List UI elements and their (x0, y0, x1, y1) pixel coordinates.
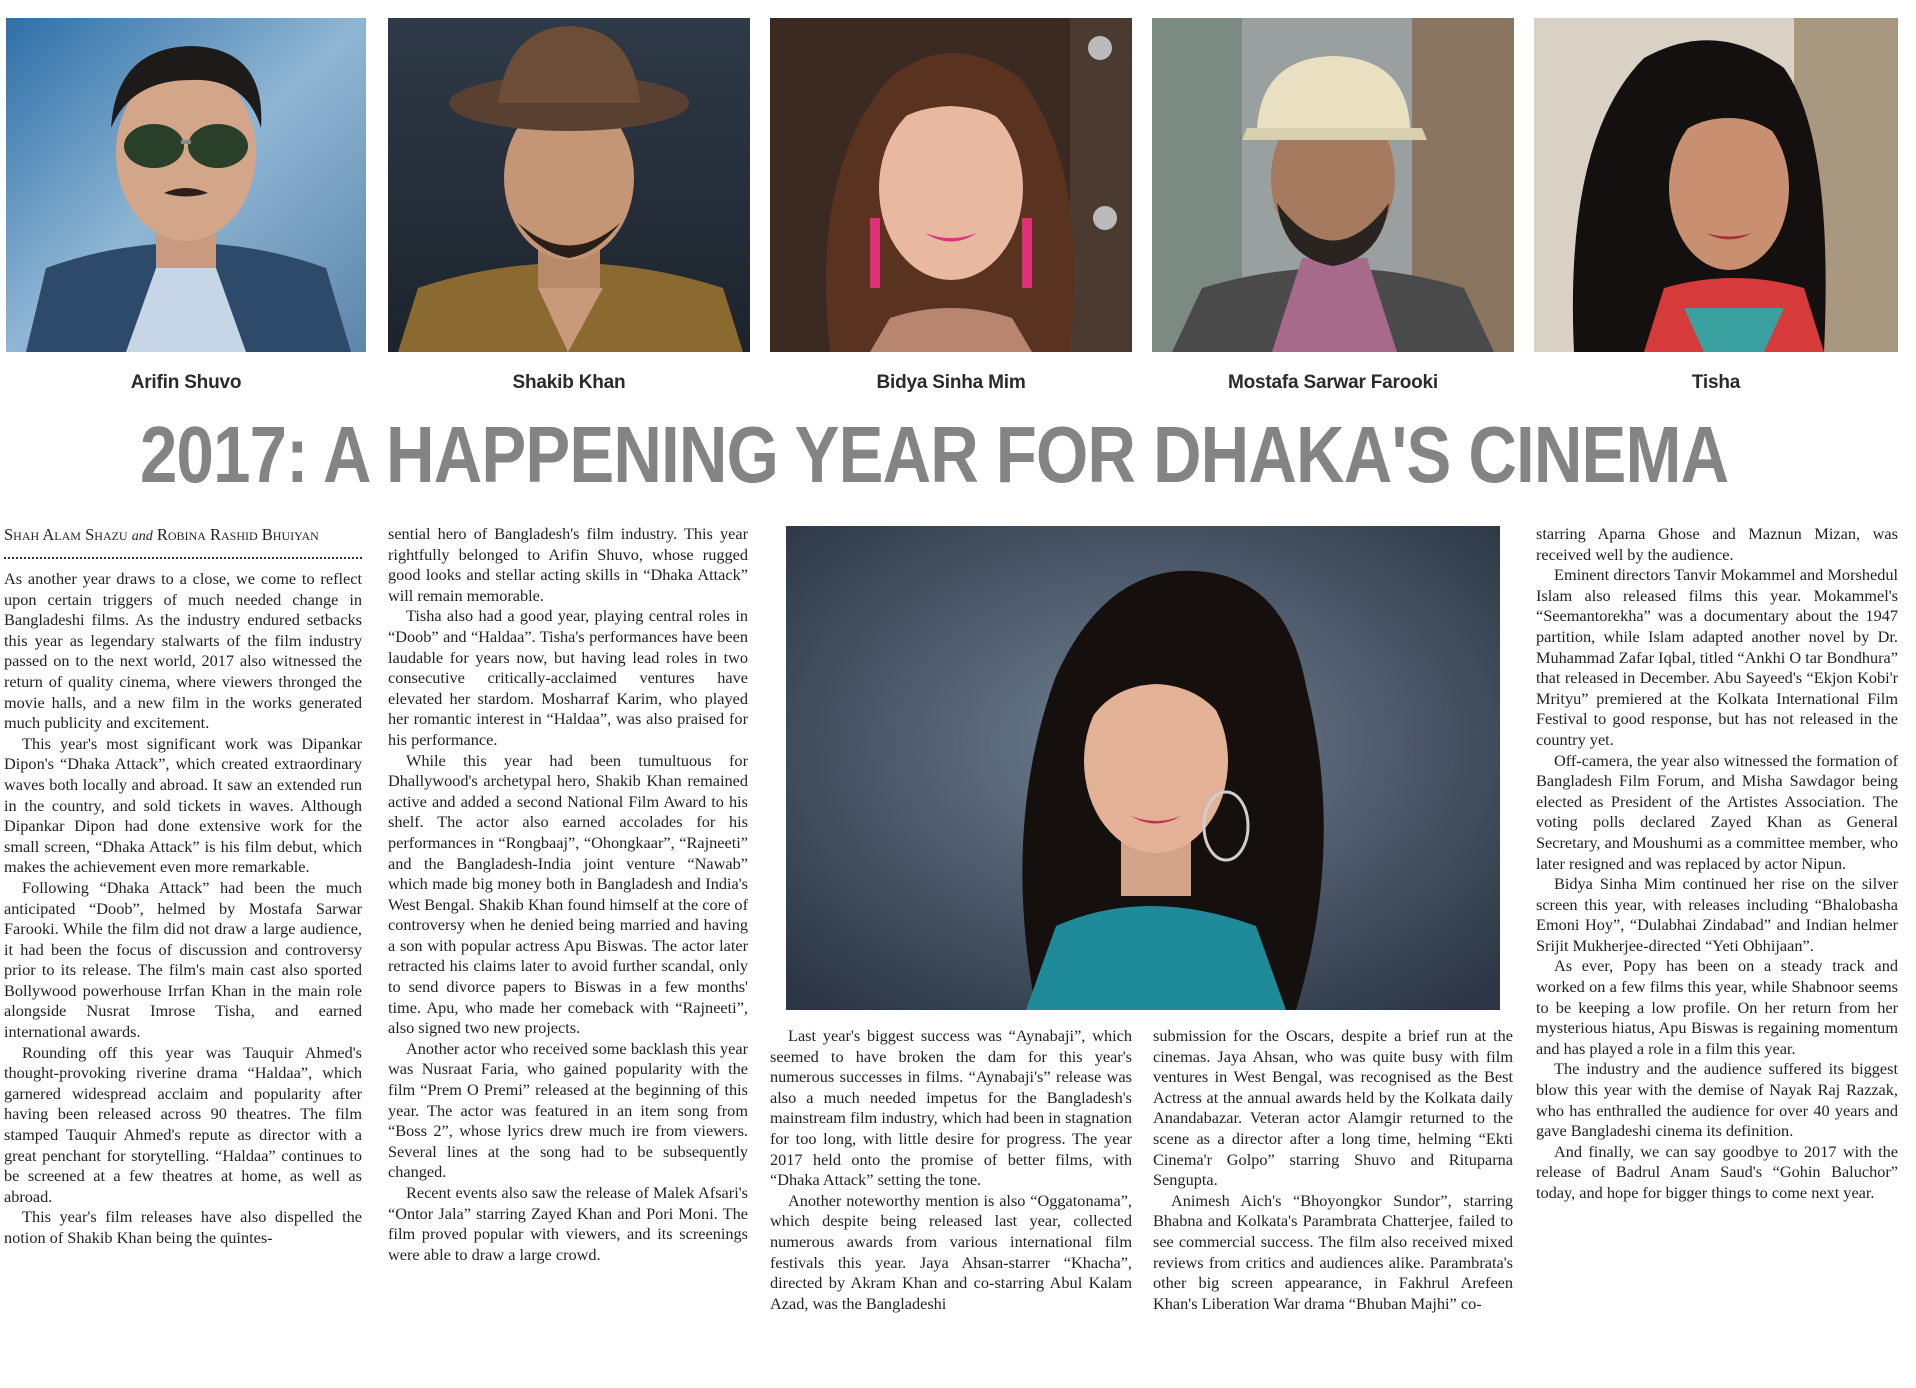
photo-caption: Arifin Shuvo (130, 372, 242, 393)
paragraph: This year's film releases have also dispelled the notion of Shakib Khan being the quintes- (4, 1207, 362, 1247)
paragraph: sential hero of Bangladesh's film industry. This year rightfully belonged to Arifin Shuvo, whose rugged good looks and stellar acting skills in “Dhaka Attack” will remain memorable. (388, 524, 748, 605)
paragraph: Another noteworthy mention is also “Oggatonama”, which despite being released last year, collected numerous awards from various international film festivals this year. Jaya Ahsan-starrer “Khacha”, directed by Akram Khan and co-starring Abul Kalam Azad, was the Bangladeshi (770, 1190, 1132, 1313)
feature-photo (786, 526, 1500, 1010)
paragraph: Animesh Aich's “Bhoyongkor Sundor”, starring Bhabna and Kolkata's Parambrata Chatterjee, failed to see commercial success. The film also received mixed reviews from critics and audiences alike. Parambrata's other big screen appearance, in Fakhrul Arefeen Khan's Liberation War drama “Bhuban Majhi” co- (1153, 1190, 1513, 1313)
portrait-photo-icon (1534, 18, 1898, 352)
feature-portrait-photo-icon (786, 526, 1500, 1010)
paragraph: Bidya Sinha Mim continued her rise on the silver screen this year, with releases including “Bhalobasha Emoni Hoy”, “Dulabhai Zindabad” and Indian helmer Srijit Mukherjee-directed “Yeti Obhijaan”. (1536, 874, 1898, 955)
byline-author-1: Shah Alam Shazu (4, 525, 128, 544)
paragraph: Another actor who received some backlash this year was Nusraat Faria, who gained popularity with the film “Prem O Premi” released at the beginning of this year. The actor was featured in an item song from “Boss 2”, whose lyrics drew much ire from viewers. Several lines at the song had to be subsequently changed. (388, 1038, 748, 1182)
paragraph: Off-camera, the year also witnessed the formation of Bangladesh Film Forum, and Misha Sawdagor being elected as President of the Artistes Association. The voting polls declared Zayed Khan as General Secretary, and Moushumi as a committee member, who later resigned and was replaced by actor Nipun. (1536, 750, 1898, 873)
paragraph: Following “Dhaka Attack” had been the much anticipated “Doob”, helmed by Mostafa Sarwar Farooki. While the film did not draw a large audience, it had been the focus of discussion and controversy prior to its release. The film's main cast also sported Bollywood powerhouse Irrfan Khan in the main role alongside Nusrat Imrose Tisha, and earned international awards. (4, 877, 362, 1042)
article-column-5 (1536, 524, 1898, 1344)
paragraph: As another year draws to a close, we come to reflect upon certain triggers of much needed change in Bangladeshi films. As the industry endured setbacks this year as legendary stalwarts of the film industry passed on to the next world, 2017 also witnessed the return of quality cinema, where viewers thronged the movie halls, and a new film in the works generated much publicity and excitement. (4, 569, 362, 733)
photo-shakib-khan (388, 18, 750, 352)
portrait-photo-icon (770, 18, 1132, 352)
article-column-1 (4, 524, 362, 1344)
paragraph: And finally, we can say goodbye to 2017 with the release of Badrul Anam Saud's “Gohin Baluchor” today, and hope for bigger things to come next year. (1536, 1141, 1898, 1202)
portrait-photo-icon (388, 18, 750, 352)
article-column-3 (770, 1026, 1132, 1344)
paragraph: Recent events also saw the release of Malek Afsari's “Ontor Jala” starring Zayed Khan and Pori Moni. The film proved popular with viewers, and its screenings were able to draw a large crowd. (388, 1183, 748, 1264)
photo-arifin-shuvo (6, 18, 366, 352)
paragraph: While this year had been tumultuous for Dhallywood's archetypal hero, Shakib Khan remained active and added a second National Film Award to his shelf. The actor also earned accolades for his performances in “Rongbaaj”, “Ohongkaar”, “Rajneeti” and the Bangladesh-India joint venture “Nawab” which made big money both in Bangladesh and India's West Bengal. Shakib Khan found himself at the core of controversy when he denied being married and having a son with popular actress Apu Biswas. The actor later retracted his claims later to avoid further scandal, only to send divorce papers to Biswas in a few months' time. Apu, who made her comeback with “Rajneeti”, also signed two new projects. (388, 750, 748, 1038)
paragraph: starring Aparna Ghose and Maznun Mizan, was received well by the audience. (1536, 524, 1898, 564)
byline-conjunction: and (131, 529, 153, 544)
paragraph: Last year's biggest success was “Aynabaji”, which seemed to have broken the dam for this year's numerous successes in films. “Aynabaji's” release was also a much needed impetus for the Bangladesh's mainstream film industry, which had been in stagnation for too long, with little desire for progress. The year 2017 held onto the promise of better films, with “Dhaka Attack” setting the tone. (770, 1026, 1132, 1190)
portrait-photo-icon (6, 18, 366, 352)
paragraph: Rounding off this year was Tauquir Ahmed's thought-provoking riverine drama “Haldaa”, which garnered widespread acclaim and popularity after having been released across 90 theatres. The film stamped Tauquir Ahmed's repute as director with a great penchant for storytelling. “Haldaa” continues to be screened at a few theatres at home, as well as abroad. (4, 1042, 362, 1206)
paragraph: Tisha also had a good year, playing central roles in “Doob” and “Haldaa”. Tisha's performances have been laudable for years now, but having lead roles in two consecutive critically-acclaimed ventures have elevated her stardom. Mosharraf Karim, who played her romantic interest in “Haldaa”, was also praised for his performance. (388, 606, 748, 749)
byline (4, 524, 362, 559)
paragraph: submission for the Oscars, despite a brief run at the cinemas. Jaya Ahsan, who was quite busy with film ventures in West Bengal, was recognised as the Best Actress at the annual awards held by the Kolkata daily Anandabazar. Veteran actor Alamgir returned to the scene as a director after a long time, helming “Ekti Cinema'r Golpo” starring Shuvo and Rituparna Sengupta. (1153, 1026, 1513, 1190)
photo-caption: Mostafa Sarwar Farooki (1228, 372, 1438, 393)
photo-bidya-sinha-mim (770, 18, 1132, 352)
photo-mostafa-sarwar-farooki (1152, 18, 1514, 352)
paragraph: As ever, Popy has been on a steady track and worked on a few films this year, while Shabnoor seems to be keeping a low profile. On her return from her mysterious hiatus, Apu Biswas is regaining momentum and has played a role in a film this year. (1536, 956, 1898, 1058)
paragraph: This year's most significant work was Dipankar Dipon's “Dhaka Attack”, which created extraordinary waves both locally and abroad. It saw an extended run in the country, and sold tickets in waves. Although Dipankar Dipon had done extensive work for the small screen, “Dhaka Attack” is his film debut, which makes the achievement even more remarkable. (4, 733, 362, 877)
article-headline: 2017: A HAPPENING YEAR FOR DHAKA'S CINEMA (140, 410, 1729, 499)
article-column-2 (388, 524, 748, 1344)
photo-tisha (1534, 18, 1898, 352)
article-column-4 (1153, 1026, 1513, 1344)
photo-caption: Tisha (1691, 372, 1741, 393)
photo-caption: Shakib Khan (512, 372, 626, 393)
byline-author-2: Robina Rashid Bhuiyan (156, 525, 319, 544)
portrait-photo-icon (1152, 18, 1514, 352)
photo-caption: Bidya Sinha Mim (876, 372, 1026, 393)
paragraph: The industry and the audience suffered its biggest blow this year with the demise of Nayak Raj Razzak, who has enthralled the audience for over 40 years and gave Bangladeshi cinema its definition. (1536, 1059, 1898, 1141)
paragraph: Eminent directors Tanvir Mokammel and Morshedul Islam also released films this year. Mokammel's “Seemantorekha” was a documentary about the 1947 partition, while Islam adapted another novel by Dr. Muhammad Zafar Iqbal, titled “Ankhi O tar Bondhura” that released in December. Abu Sayeed's “Ekjon Kobi'r Mrityu” premiered at the Kolkata International Film Festival to good response, but has not released in the country yet. (1536, 565, 1898, 749)
